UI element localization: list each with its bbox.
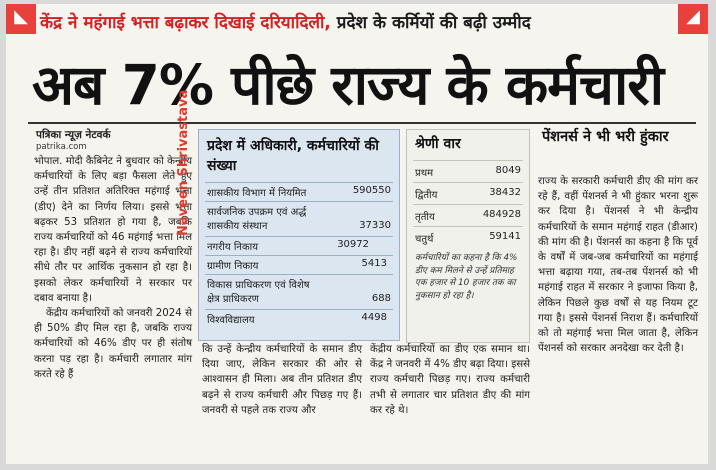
grade-note: कर्मचारियों का कहना है कि 4% डीए कम मिलने से उन्हें प्रतिमाह एक हजार से 10 हजार तक का नुकसान हो रहा है। — [415, 253, 518, 301]
staff-count-table — [198, 129, 400, 341]
article-column-2 — [202, 342, 362, 418]
grade-wise-table — [406, 129, 530, 343]
grade-value: 8049 — [495, 165, 521, 176]
table-cell-label: सार्वजनिक उपक्रम एवं अर्द्ध शासकीय संस्थान — [207, 207, 307, 232]
grade-value: 59141 — [489, 231, 521, 242]
kicker-red: केंद्र ने महंगाई भत्ता बढ़ाकर दिखाई दरियादिली, — [40, 13, 331, 33]
pension-heading: पेंशनर्स ने भी भरी हुंकार — [542, 129, 669, 145]
kicker-rest: प्रदेश के कर्मियों की बढ़ी उम्मीद — [330, 13, 531, 33]
byline: पत्रिका न्यूज़ नेटवर्क — [36, 129, 111, 141]
grade-row — [413, 182, 523, 203]
corner-marker-icon: ◢ — [678, 4, 708, 34]
grade-row — [413, 204, 523, 225]
grade-label: तृतीय — [415, 212, 435, 223]
corner-marker-icon: ◣ — [6, 4, 36, 34]
kicker-line — [40, 10, 680, 33]
table-row — [205, 309, 393, 328]
headline: अब 7% पीछे राज्य के कर्मचारी — [32, 53, 663, 117]
article-paragraph: भोपाल. मोदी कैबिनेट ने बुधवार को केन्द्रीय कर्मचारियों के लिए बड़ा फैसला लेते हुए उन्हें तीन प्रतिशत अतिरिक्त महंगाई भत्ता (डीए) देने का निर्णय लिया। इससे भत्ता बढ़कर 53 प्रतिशत हो गया है, जबकि राज्य कर्मचारियों को 46 महंगाई भत्ता मिल रहा है। डीए नहीं बढ़ने से राज्य कर्मचारियों सीधे तौर पर आर्थिक नुकसान हो रहा है। इसको लेकर कर्मचारियों ने सरकार पर दबाव बनाया है। — [34, 156, 192, 304]
newspaper-clipping — [6, 4, 708, 464]
grade-row — [413, 226, 523, 247]
table-cell-label: शासकीय विभाग में नियमित — [207, 188, 307, 199]
divider — [28, 122, 696, 124]
article-column-1 — [34, 154, 192, 382]
article-column-3 — [370, 342, 530, 418]
table-cell-value: 4498 — [361, 312, 387, 323]
article-paragraph: केंद्रीय कर्मचारियों को जनवरी 2024 से ही 50% डीए मिल रहा है, जबकि राज्य कर्मचारियों को 46% डीए पर ही संतोष करना पड़ रहा है। कर्मचारी लगातार मांग करते रहे हैं — [34, 308, 192, 380]
table-cell-label: विश्वविद्यालय — [207, 315, 255, 326]
watermark: Naveen Shrivastava — [176, 89, 191, 236]
grade-row — [413, 160, 523, 181]
table-cell-label: ग्रामीण निकाय — [207, 261, 259, 272]
table-cell-value: 5413 — [361, 258, 387, 269]
grade-label: चतुर्थ — [415, 234, 434, 245]
article-paragraph: राज्य के सरकारी कर्मचारी डीए की मांग कर रहे हैं, वहीं पेंशनर्स ने भी हुंकार भरना शुरू कर दिया है। पेंशनर्स ने भी केन्द्रीय कर्मचारियों के समान महंगाई राहत (डीआर) की मांग की है। पेंशनर्स का कहना है कि पूर्व के वर्षों में जब-जब कर्मचारियों का महंगाई भत्ता बढ़ाया गया, तब-तब पेंशनर्स को भी महंगाई राहत में सरकार ने इजाफा किया है, लेकिन पिछले कुछ वर्षों से यह नियम टूट गया है। इससे पेंशनर्स निराश हैं। कर्मचारियों को तो महंगाई भत्ता मिल जाता है, लेकिन पेंशनर्स को सरकार अनदेखा कर देती है। — [538, 176, 698, 355]
table-cell-value: 590550 — [352, 185, 391, 196]
grade-value: 38432 — [489, 187, 521, 198]
table-row — [205, 182, 393, 201]
table-row — [205, 255, 393, 274]
table-cell-label: विकास प्राधिकरण एवं विशेष क्षेत्र प्राधिकरण — [207, 280, 310, 305]
table-row — [205, 236, 393, 255]
table-row — [205, 201, 393, 236]
table-cell-value: 37330 — [359, 220, 391, 231]
table-cell-value: 688 — [371, 293, 391, 304]
table-row — [205, 274, 393, 309]
article-paragraph: कि उन्हें केन्द्रीय कर्मचारियों के समान डीए दिया जाए, लेकिन सरकार की ओर से आश्वासन ही मिला। अब तीन प्रतिशत डीए बढ़ने से राज्य कर्मचारी और पिछड़ गए हैं। जनवरी से पहले तक राज्य और — [202, 344, 362, 416]
grade-label: प्रथम — [415, 168, 434, 179]
table-cell-label: नगरीय निकाय — [207, 242, 259, 253]
byline-site: patrika.com — [36, 142, 87, 152]
grade-label: द्वितीय — [415, 190, 438, 201]
grade-title: श्रेणी वार — [415, 136, 461, 152]
table-cell-value: 30972 — [337, 239, 369, 250]
article-paragraph: केंद्रीय कर्मचारियों का डीए एक समान था। केंद्र ने जनवरी में 4% डीए बढ़ा दिया। इससे राज्य कर्मचारी पिछड़ गए। राज्य कर्मचारी तभी से लगातार चार प्रतिशत डीए की मांग कर रहे थे। — [370, 344, 530, 416]
pension-column — [538, 174, 698, 356]
table-title: प्रदेश में अधिकारी, कर्मचारियों की संख्या — [207, 138, 379, 174]
grade-value: 484928 — [482, 209, 521, 220]
